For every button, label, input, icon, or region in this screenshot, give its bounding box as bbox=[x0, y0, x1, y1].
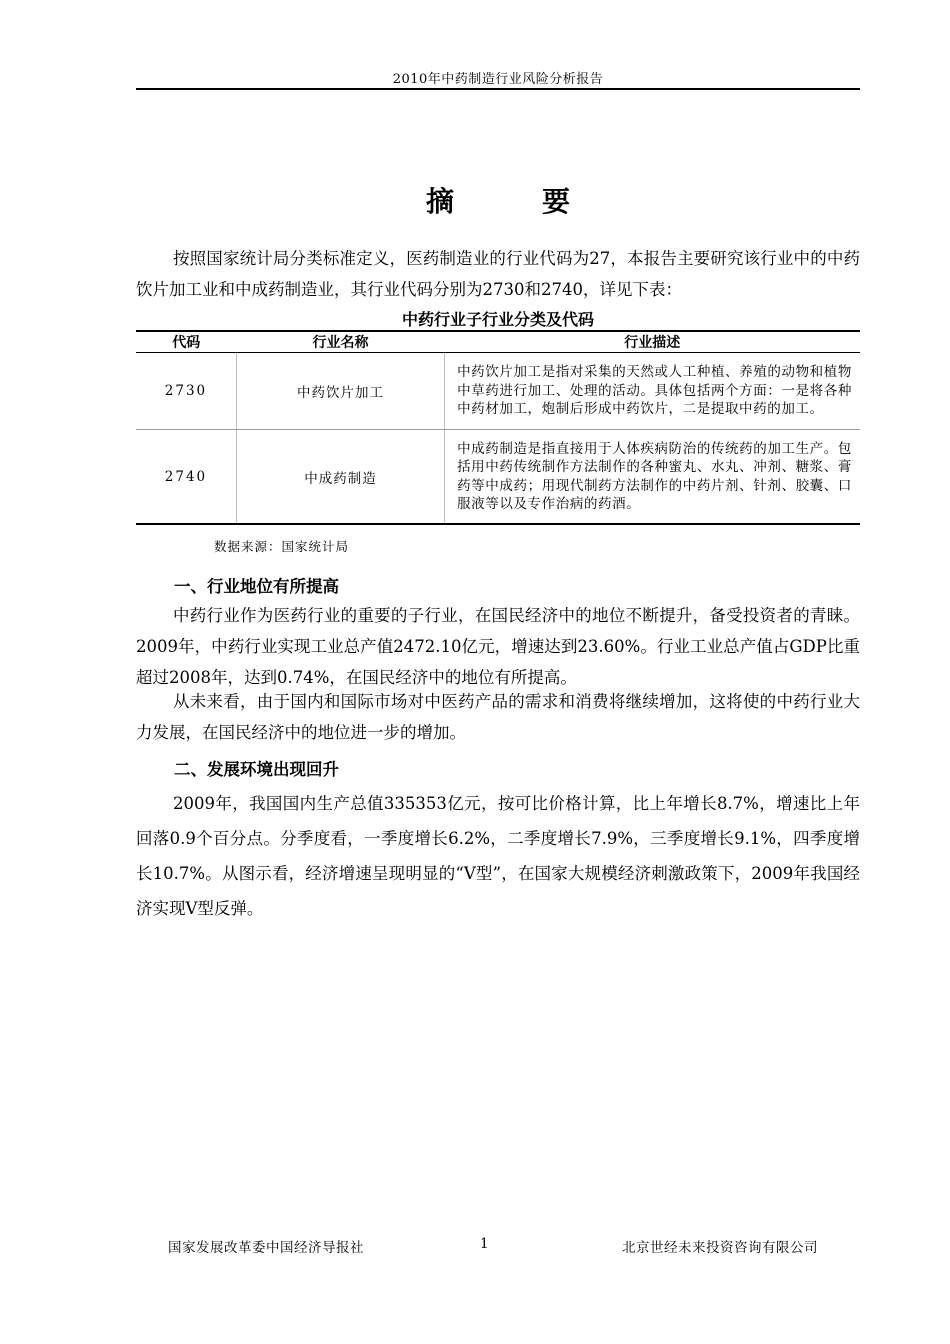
cell-code: 2730 bbox=[136, 353, 236, 430]
cell-description: 中药饮片加工是指对采集的天然或人工种植、养殖的动物和植物中草药进行加工、处理的活动。具体包括两个方面：一是将各种中药材加工，炮制后形成中药饮片，二是提取中药的加工。 bbox=[445, 353, 860, 430]
column-header-description: 行业描述 bbox=[445, 331, 860, 353]
section-heading-industry-status: 一、行业地位有所提高 bbox=[174, 577, 339, 596]
table-row bbox=[136, 430, 860, 525]
table-title: 中药行业子行业分类及代码 bbox=[401, 310, 594, 329]
column-header-code: 代码 bbox=[136, 331, 236, 353]
cell-code: 2740 bbox=[136, 430, 236, 525]
section-heading-environment: 二、发展环境出现回升 bbox=[174, 760, 339, 779]
cell-industry-name: 中成药制造 bbox=[236, 430, 444, 525]
running-header: 2010年中药制造行业风险分析报告 bbox=[392, 72, 604, 87]
header-rule bbox=[136, 88, 860, 90]
section-paragraph: 中药行业作为医药行业的重要的子行业，在国民经济中的地位不断提升，备受投资者的青睐。2009年，中药行业实现工业总产值2472.10亿元，增速达到23.60%。行业工业总产值占GDP比重超过2008年，达到0.74%，在国民经济中的地位有所提高。 bbox=[136, 606, 860, 687]
footer-page-number: 1 bbox=[480, 1236, 489, 1252]
page-title: 摘 要 bbox=[425, 185, 600, 218]
cell-industry-name: 中药饮片加工 bbox=[236, 353, 444, 430]
cell-description: 中成药制造是指直接用于人体疾病防治的传统药的加工生产。包括用中药传统制作方法制作的各种蜜丸、水丸、冲剂、糖浆、膏药等中成药；用现代制药方法制作的中药片剂、针剂、胶囊、口服液等以及专作治病的药酒。 bbox=[445, 430, 860, 525]
footer-publisher: 国家发展改革委中国经济导报社 bbox=[168, 1240, 364, 1256]
table-row bbox=[136, 353, 860, 430]
classification-table bbox=[136, 330, 860, 525]
table-header-row bbox=[136, 331, 860, 353]
footer-company: 北京世经未来投资咨询有限公司 bbox=[622, 1240, 818, 1256]
intro-paragraph: 按照国家统计局分类标准定义，医药制造业的行业代码为27，本报告主要研究该行业中的中药饮片加工业和中成药制造业，其行业代码分别为2730和2740，详见下表： bbox=[136, 249, 860, 299]
section-paragraph: 从未来看，由于国内和国际市场对中医药产品的需求和消费将继续增加，这将使的中药行业大力发展，在国民经济中的地位进一步的增加。 bbox=[136, 692, 860, 742]
table-source-note: 数据来源：国家统计局 bbox=[214, 539, 350, 554]
column-header-name: 行业名称 bbox=[236, 331, 444, 353]
section-paragraph: 2009年，我国国内生产总值335353亿元，按可比价格计算，比上年增长8.7%，增速比上年回落0.9个百分点。分季度看，一季度增长6.2%，二季度增长7.9%，三季度增长9.1%，四季度增长10.7%。从图示看，经济增速呈现明显的“V型”，在国家大规模经济刺激政策下，2009年我国经济实现V型反弹。 bbox=[136, 794, 860, 918]
